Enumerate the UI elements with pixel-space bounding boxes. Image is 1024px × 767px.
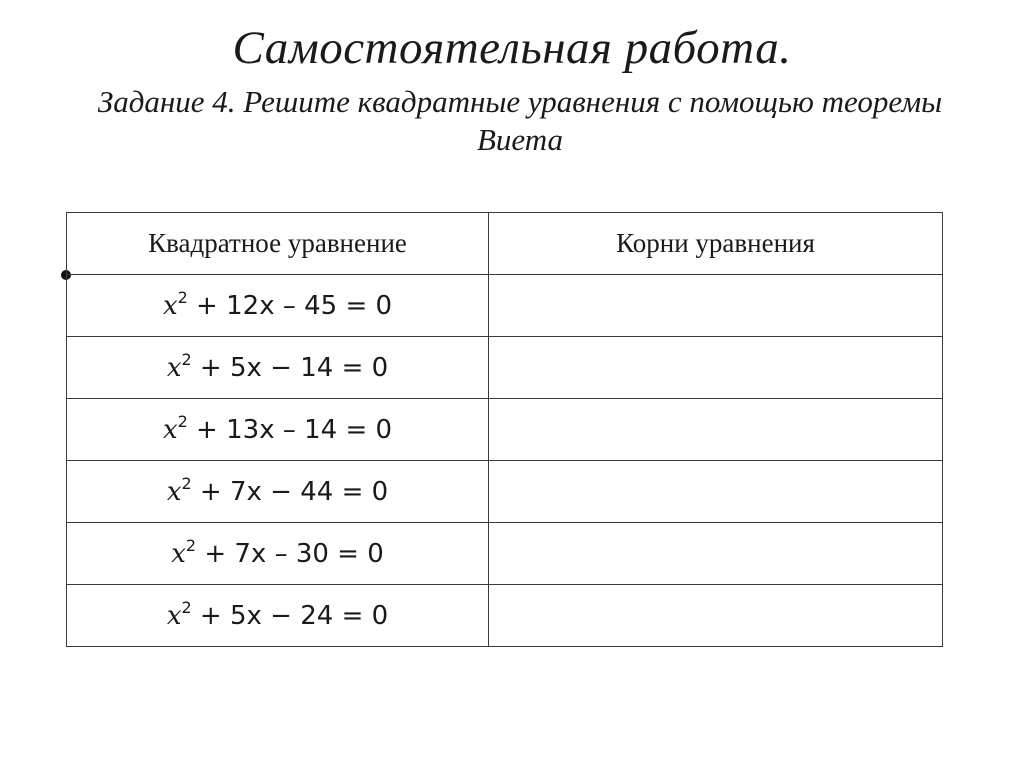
table-row — [67, 399, 943, 461]
equation-variable: x — [162, 414, 178, 445]
equation-rest: + 7x – 30 = 0 — [196, 538, 384, 569]
equation-variable: x — [162, 290, 178, 321]
equation-cell — [67, 523, 489, 585]
equation-power: 2 — [181, 349, 192, 369]
equation-rest: + 12x – 45 = 0 — [187, 290, 393, 321]
equation-rest: + 5x − 14 = 0 — [191, 352, 389, 383]
equation-rest: + 7x − 44 = 0 — [191, 476, 389, 507]
equation-rest: + 5x − 24 = 0 — [191, 600, 389, 631]
table-header-row — [67, 213, 943, 275]
table-row — [67, 585, 943, 647]
roots-answer-cell[interactable] — [489, 585, 943, 647]
roots-answer-cell[interactable] — [489, 523, 943, 585]
equation-cell — [67, 461, 489, 523]
header-roots: Корни уравнения — [489, 213, 943, 275]
equation-cell — [67, 337, 489, 399]
roots-answer-cell[interactable] — [489, 399, 943, 461]
table-row — [67, 461, 943, 523]
table-row — [67, 337, 943, 399]
equation-variable: x — [166, 600, 182, 631]
equation-power: 2 — [177, 411, 188, 431]
equation-cell — [67, 585, 489, 647]
table-row — [67, 275, 943, 337]
equation-power: 2 — [181, 473, 192, 493]
equations-table — [66, 212, 943, 647]
table-row — [67, 523, 943, 585]
equation-variable: x — [166, 352, 182, 383]
equation-cell — [67, 275, 489, 337]
equation-power: 2 — [177, 287, 188, 307]
equation-power: 2 — [181, 597, 192, 617]
header-equation: Квадратное уравнение — [67, 213, 489, 275]
equation-power: 2 — [185, 535, 197, 555]
roots-answer-cell[interactable] — [489, 275, 943, 337]
equation-variable: x — [166, 476, 182, 507]
roots-answer-cell[interactable] — [489, 461, 943, 523]
task-subtitle: Задание 4. Решите квадратные уравнения с помощью теоремы Виета — [97, 84, 943, 157]
slide-title: Самостоятельная работа. — [232, 22, 792, 74]
equation-cell — [67, 399, 489, 461]
equation-variable: x — [171, 538, 186, 569]
equation-rest: + 13x – 14 = 0 — [187, 414, 393, 445]
roots-answer-cell[interactable] — [489, 337, 943, 399]
